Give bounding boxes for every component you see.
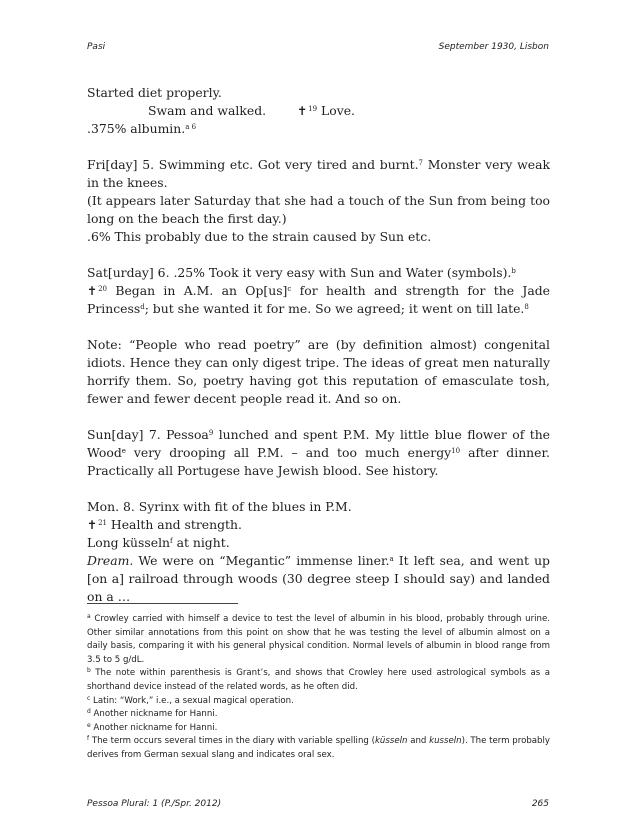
entry-line: Mon. 8. Syrinx with fit of the blues in P.M. <box>87 499 352 514</box>
footnote-ref: a <box>389 555 394 563</box>
footnote-mark: b <box>87 667 91 675</box>
footnote-mark: f <box>87 735 90 743</box>
entry-line <box>87 102 550 120</box>
footnote-mark: e <box>87 721 91 729</box>
opus-number: 19 <box>308 105 318 113</box>
footnote-ref: 9 <box>208 429 214 437</box>
entry-text: Love. <box>317 103 355 118</box>
running-header-right: September 1930, Lisbon <box>438 42 549 52</box>
footnote-ref: f <box>170 537 173 545</box>
diary-body <box>87 84 550 606</box>
footnote-text: The note within parenthesis is Grant’s, and shows that Crowley here used astrological symbols as a shorthand device instead of the related words, as he often did. <box>87 668 550 692</box>
entry-paragraph: (It appears later Saturday that she had a touch of the Sun from being too long on the beach the first day.) <box>87 193 550 226</box>
footnote-text: The term occurs several times in the diary with variable spelling ( <box>89 736 375 747</box>
entry-text: Began in A.M. an Op[us] <box>106 283 288 298</box>
footnotes <box>87 613 550 763</box>
entry-line <box>87 534 550 552</box>
entry-text: for health and strength for the Jade Princess <box>87 283 550 316</box>
entry-paragraph <box>87 156 550 192</box>
entry-text: .375% albumin. <box>87 121 186 136</box>
entry-line <box>87 516 550 534</box>
opus-number: 20 <box>98 285 107 293</box>
footnote-ref: c <box>287 285 292 293</box>
entry-paragraph <box>87 426 550 480</box>
entry-line: .6% This probably due to the strain caused by Sun etc. <box>87 229 432 244</box>
footnote <box>87 708 550 722</box>
running-footer-left: Pessoa Plural: 1 (P./Spr. 2012) <box>87 799 222 809</box>
entry-text: Fri[day] 5. Swimming etc. Got very tired and burnt. <box>87 157 419 172</box>
entry-text: at night. <box>172 535 230 550</box>
footnote-ref: d <box>140 303 145 311</box>
entry-line <box>87 264 550 282</box>
dream-label: Dream. <box>87 553 134 568</box>
entry-text: Long küsseln <box>87 535 171 550</box>
entry-line: Started diet properly. <box>87 85 222 100</box>
footnote-text: Latin: “Work,” i.e., a sexual magical operation. <box>90 695 294 706</box>
footnote-ref: e <box>121 447 126 455</box>
entry-text: Sun[day] 7. Pessoa <box>87 427 209 442</box>
footnote-term: küsseln <box>374 736 408 747</box>
entry-paragraph <box>87 282 550 318</box>
entry-text: ; but she wanted it for me. So we agreed; it went on till late. <box>144 301 525 316</box>
footnote-mark: c <box>87 694 91 702</box>
footnote-ref: 7 <box>418 159 423 167</box>
entry-text: It left sea, and went up [on a] railroad through woods (30 degree steep I should say) and landed on a … <box>87 553 550 604</box>
footnote <box>87 667 550 694</box>
entry-text: Swam and walked. <box>148 103 267 118</box>
entry-text: Health and strength. <box>106 517 242 532</box>
footnote-ref: 8 <box>524 303 529 311</box>
opus-number: 21 <box>98 519 107 527</box>
entry-line <box>87 120 550 138</box>
footnote <box>87 722 550 736</box>
footnote-text: Another nickname for Hanni. <box>90 722 218 733</box>
footnote-text: Another nickname for Hanni. <box>90 709 218 720</box>
footnote <box>87 735 550 762</box>
footnote <box>87 613 550 667</box>
page-number: 265 <box>531 799 549 809</box>
entry-text: lunched and spent P.M. My little blue flower of the Wood <box>87 427 551 460</box>
entry-text: Monster very weak in the knees. <box>87 157 550 190</box>
ankh-symbol-icon: ✝ <box>297 104 308 118</box>
ankh-symbol-icon: ✝ <box>87 284 98 298</box>
entry-text: after dinner. Practically all Portugese have Jewish blood. See history. <box>87 445 550 478</box>
footnote-mark: a <box>87 613 91 620</box>
footnote <box>87 695 550 709</box>
entry-paragraph <box>87 552 550 606</box>
footnote-text: Crowley carried with himself a device to test the level of albumin in his blood, probably through urine. Other similar annotations from this point on show that he was testing the level of albumin almost on a daily basis, comparing it with his general physical condition. Normal levels of albumin in blood range from 3.5 to 5 g/dL. <box>87 614 550 665</box>
ankh-symbol-icon: ✝ <box>87 518 98 532</box>
footnote-ref: 10 <box>451 447 461 455</box>
footnote-separator <box>87 603 238 604</box>
note-paragraph: Note: “People who read poetry” are (by definition almost) congenital idiots. Hence they can only digest tripe. The ideas of great men naturally horrify them. So, poetry having got this reputation of emasculate tosh, fewer and fewer decent people read it. And so on. <box>87 337 550 406</box>
entry-text: very drooping all P.M. – and too much energy <box>125 445 452 460</box>
footnote-text: ). The term probably derives from German sexual slang and indicates oral sex. <box>87 736 550 760</box>
entry-text: Sat[urday] 6. .25% Took it very easy with Sun and Water (symbols). <box>87 265 512 280</box>
footnote-mark: d <box>87 708 91 716</box>
footnote-ref: b <box>511 267 516 275</box>
running-header-left: Pasi <box>87 42 106 52</box>
footnote-text: and <box>407 736 430 747</box>
entry-text: We were on “Megantic” immense liner. <box>133 553 390 568</box>
footnote-term: kusseln <box>429 736 462 747</box>
footnote-ref: a 6 <box>185 123 197 131</box>
